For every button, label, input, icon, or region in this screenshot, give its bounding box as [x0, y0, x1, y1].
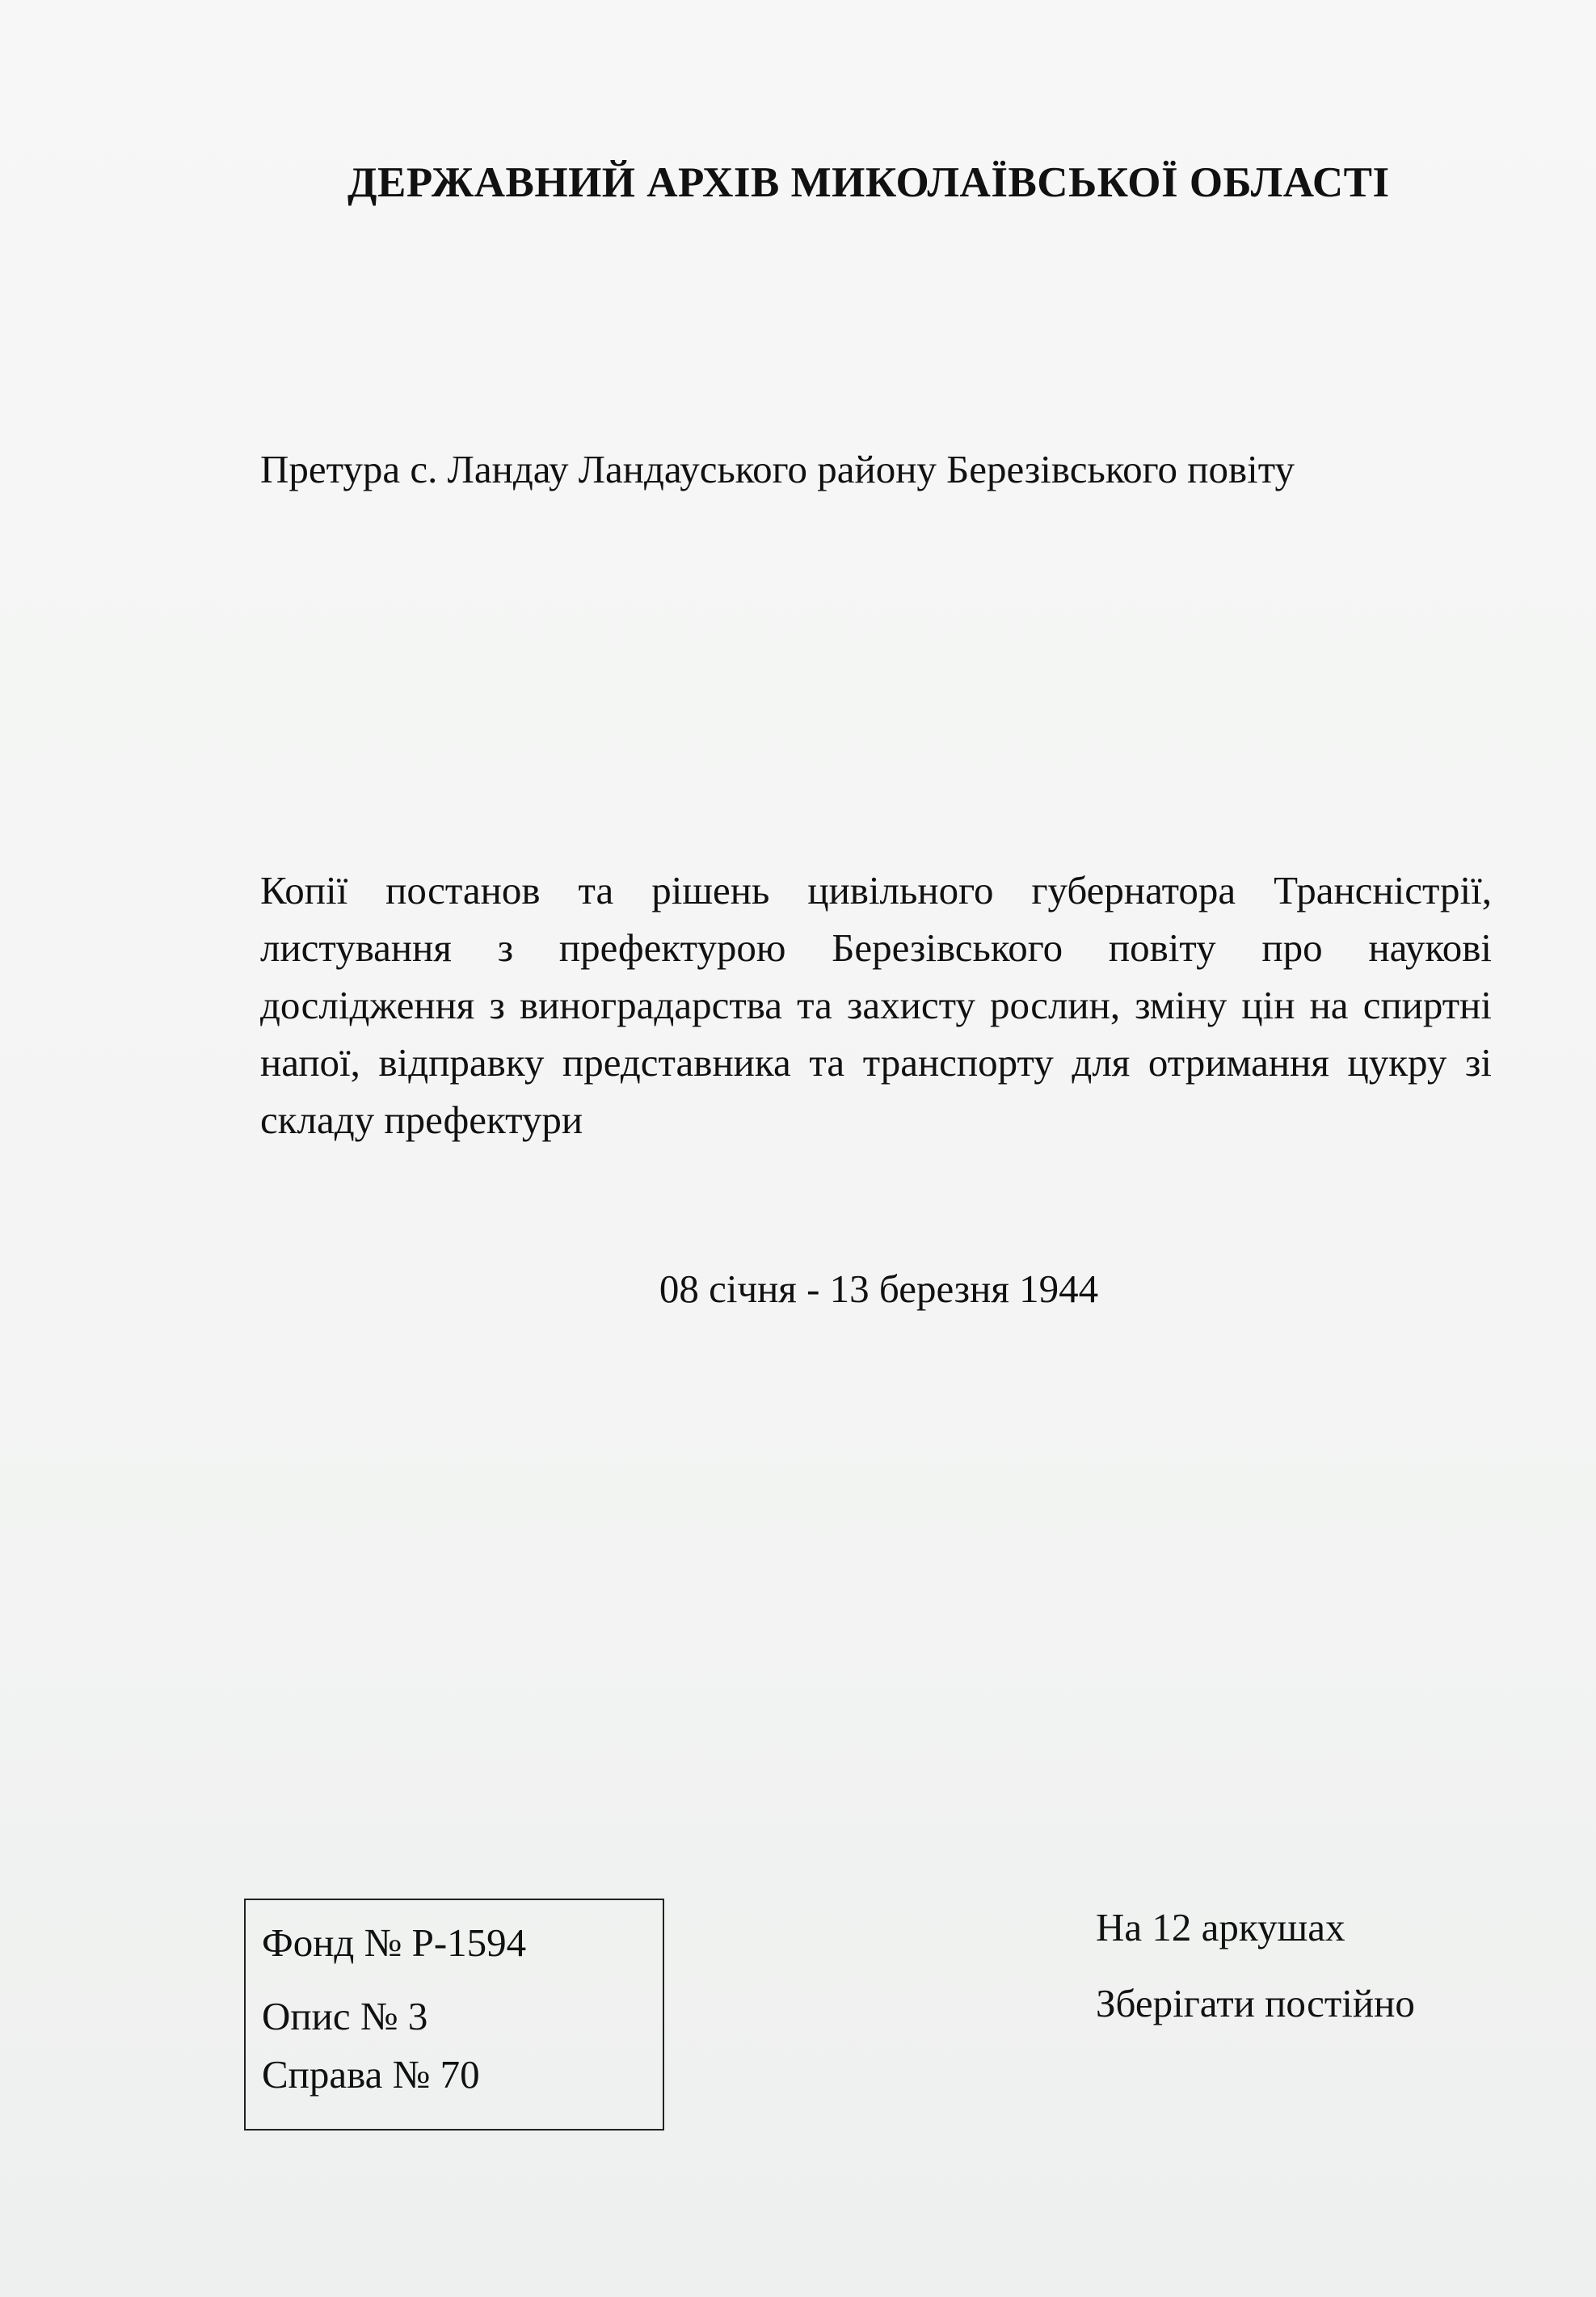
sheet-count: На 12 аркушах: [1096, 1905, 1345, 1949]
record-description: Копії постанов та рішень цивільного губернатора Трансністрії, листування з префектурою Березівського повіту про наукові дослідження з виноградарства та захисту рослин, зміну цін на спиртні напої, відправку представника та транспорту для отримання цукру зі складу префектури: [260, 868, 1492, 1142]
archive-title: ДЕРЖАВНИЙ АРХІВ МИКОЛАЇВСЬКОЇ ОБЛАСТІ: [347, 159, 1390, 206]
file-reference-box: [244, 1899, 664, 2131]
fond-number: Фонд № Р-1594: [262, 1920, 527, 1965]
date-range: 08 січня - 13 березня 1944: [659, 1267, 1099, 1311]
sprava-number: Справа № 70: [262, 2052, 480, 2097]
opys-number: Опис № 3: [262, 1994, 428, 2038]
storage-info: [1096, 1904, 1415, 2056]
institution-name: Претура с. Ландау Ландауського району Березівського повіту: [260, 447, 1295, 491]
retention-note: Зберігати постійно: [1096, 1981, 1415, 2025]
